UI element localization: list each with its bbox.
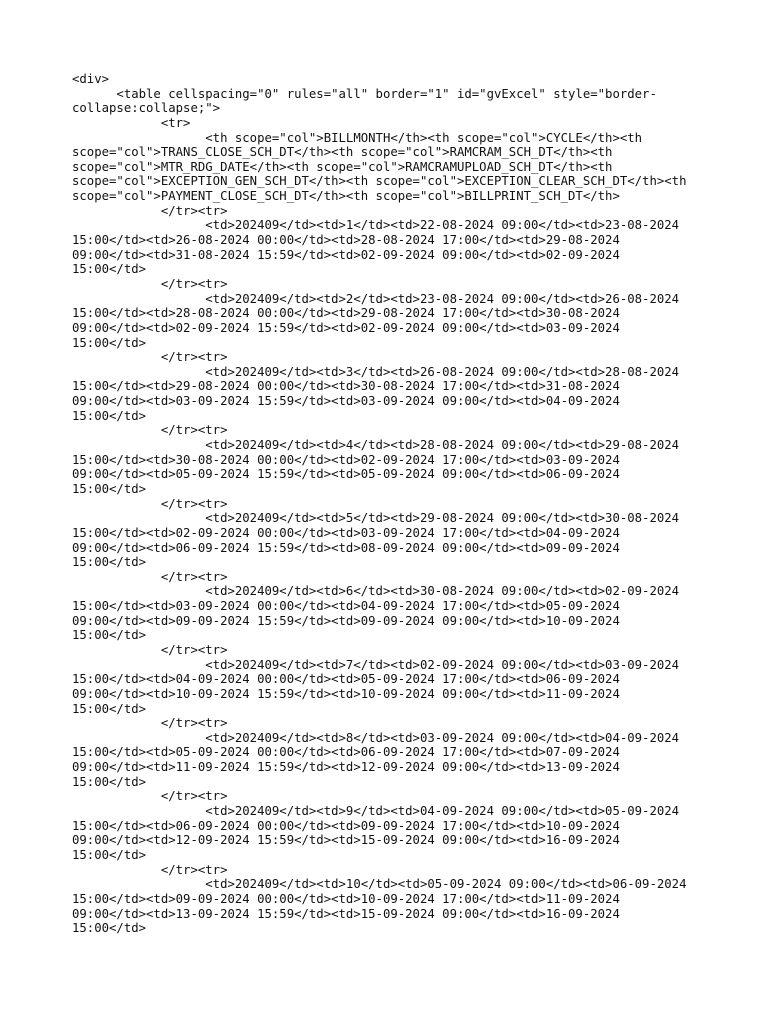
code-line: 15:00</td> bbox=[72, 408, 147, 423]
code-line: 15:00</td> bbox=[72, 628, 147, 643]
code-line: scope="col">MTR_RDG_DATE</th><th scope="col">RAMCRAMUPLOAD_SCH_DT</th><th bbox=[72, 159, 613, 174]
code-line: </tr><tr> bbox=[72, 569, 228, 584]
code-line: <td>202409</td><td>7</td><td>02-09-2024 09:00</td><td>03-09-2024 bbox=[72, 657, 680, 672]
code-line: 15:00</td><td>04-09-2024 00:00</td><td>05-09-2024 17:00</td><td>06-09-2024 bbox=[72, 672, 620, 687]
code-line: <td>202409</td><td>6</td><td>30-08-2024 09:00</td><td>02-09-2024 bbox=[72, 584, 680, 599]
code-line: 09:00</td><td>31-08-2024 15:59</td><td>02-09-2024 09:00</td><td>02-09-2024 bbox=[72, 247, 620, 262]
code-line: <td>202409</td><td>4</td><td>28-08-2024 09:00</td><td>29-08-2024 bbox=[72, 438, 680, 453]
code-line: </tr><tr> bbox=[72, 203, 228, 218]
code-line: </tr><tr> bbox=[72, 350, 228, 365]
code-line: 09:00</td><td>10-09-2024 15:59</td><td>10-09-2024 09:00</td><td>11-09-2024 bbox=[72, 686, 620, 701]
code-line: 15:00</td><td>02-09-2024 00:00</td><td>03-09-2024 17:00</td><td>04-09-2024 bbox=[72, 525, 620, 540]
code-line: 15:00</td><td>09-09-2024 00:00</td><td>10-09-2024 17:00</td><td>11-09-2024 bbox=[72, 891, 620, 906]
code-line: 15:00</td><td>30-08-2024 00:00</td><td>02-09-2024 17:00</td><td>03-09-2024 bbox=[72, 452, 620, 467]
code-line: </tr><tr> bbox=[72, 789, 228, 804]
code-line: scope="col">PAYMENT_CLOSE_SCH_DT</th><th scope="col">BILLPRINT_SCH_DT</th> bbox=[72, 189, 620, 204]
code-line: 09:00</td><td>12-09-2024 15:59</td><td>15-09-2024 09:00</td><td>16-09-2024 bbox=[72, 833, 620, 848]
code-line: 15:00</td> bbox=[72, 335, 147, 350]
code-line: 09:00</td><td>05-09-2024 15:59</td><td>05-09-2024 09:00</td><td>06-09-2024 bbox=[72, 467, 620, 482]
code-line: <td>202409</td><td>2</td><td>23-08-2024 09:00</td><td>26-08-2024 bbox=[72, 291, 680, 306]
code-line: </tr><tr> bbox=[72, 276, 228, 291]
code-line: <div> bbox=[72, 72, 110, 86]
code-line: <td>202409</td><td>9</td><td>04-09-2024 09:00</td><td>05-09-2024 bbox=[72, 804, 680, 819]
code-line: 15:00</td><td>26-08-2024 00:00</td><td>28-08-2024 17:00</td><td>29-08-2024 bbox=[72, 233, 620, 248]
code-line: <td>202409</td><td>1</td><td>22-08-2024 09:00</td><td>23-08-2024 bbox=[72, 218, 680, 233]
code-line: </tr><tr> bbox=[72, 716, 228, 731]
code-line: </tr><tr> bbox=[72, 642, 228, 657]
code-line: 09:00</td><td>06-09-2024 15:59</td><td>08-09-2024 09:00</td><td>09-09-2024 bbox=[72, 540, 620, 555]
document-page bbox=[72, 72, 712, 936]
code-line: 15:00</td> bbox=[72, 481, 147, 496]
code-line: scope="col">EXCEPTION_GEN_SCH_DT</th><th scope="col">EXCEPTION_CLEAR_SCH_DT</th><th bbox=[72, 174, 687, 189]
code-line: 15:00</td><td>29-08-2024 00:00</td><td>30-08-2024 17:00</td><td>31-08-2024 bbox=[72, 379, 620, 394]
code-line: scope="col">TRANS_CLOSE_SCH_DT</th><th scope="col">RAMCRAM_SCH_DT</th><th bbox=[72, 145, 613, 160]
code-line: 09:00</td><td>09-09-2024 15:59</td><td>09-09-2024 09:00</td><td>10-09-2024 bbox=[72, 613, 620, 628]
code-line: </tr><tr> bbox=[72, 496, 228, 511]
code-line: 09:00</td><td>02-09-2024 15:59</td><td>02-09-2024 09:00</td><td>03-09-2024 bbox=[72, 320, 620, 335]
code-line: 15:00</td><td>06-09-2024 00:00</td><td>09-09-2024 17:00</td><td>10-09-2024 bbox=[72, 818, 620, 833]
code-line: <td>202409</td><td>10</td><td>05-09-2024 09:00</td><td>06-09-2024 bbox=[72, 877, 687, 892]
code-line: 09:00</td><td>03-09-2024 15:59</td><td>03-09-2024 09:00</td><td>04-09-2024 bbox=[72, 394, 620, 409]
code-line: 15:00</td> bbox=[72, 774, 147, 789]
code-line: </tr><tr> bbox=[72, 862, 228, 877]
code-line: <td>202409</td><td>8</td><td>03-09-2024 09:00</td><td>04-09-2024 bbox=[72, 730, 680, 745]
code-line: 15:00</td><td>28-08-2024 00:00</td><td>29-08-2024 17:00</td><td>30-08-2024 bbox=[72, 306, 620, 321]
code-line: <th scope="col">BILLMONTH</th><th scope="col">CYCLE</th><th bbox=[72, 130, 643, 145]
code-line: 15:00</td><td>05-09-2024 00:00</td><td>06-09-2024 17:00</td><td>07-09-2024 bbox=[72, 745, 620, 760]
code-line: 15:00</td><td>03-09-2024 00:00</td><td>04-09-2024 17:00</td><td>05-09-2024 bbox=[72, 599, 620, 614]
code-line: 15:00</td> bbox=[72, 262, 147, 277]
code-line: collapse:collapse;"> bbox=[72, 101, 221, 116]
code-line: <td>202409</td><td>5</td><td>29-08-2024 09:00</td><td>30-08-2024 bbox=[72, 511, 680, 526]
code-line: 15:00</td> bbox=[72, 921, 147, 936]
code-line: </tr><tr> bbox=[72, 423, 228, 438]
code-line: 15:00</td> bbox=[72, 847, 147, 862]
code-line: <tr> bbox=[72, 115, 191, 130]
code-line: 15:00</td> bbox=[72, 555, 147, 570]
code-line: 09:00</td><td>13-09-2024 15:59</td><td>15-09-2024 09:00</td><td>16-09-2024 bbox=[72, 906, 620, 921]
code-line: 15:00</td> bbox=[72, 701, 147, 716]
code-line: <table cellspacing="0" rules="all" border="1" id="gvExcel" style="border- bbox=[72, 86, 657, 101]
code-line: 09:00</td><td>11-09-2024 15:59</td><td>12-09-2024 09:00</td><td>13-09-2024 bbox=[72, 760, 620, 775]
code-line: <td>202409</td><td>3</td><td>26-08-2024 09:00</td><td>28-08-2024 bbox=[72, 364, 680, 379]
